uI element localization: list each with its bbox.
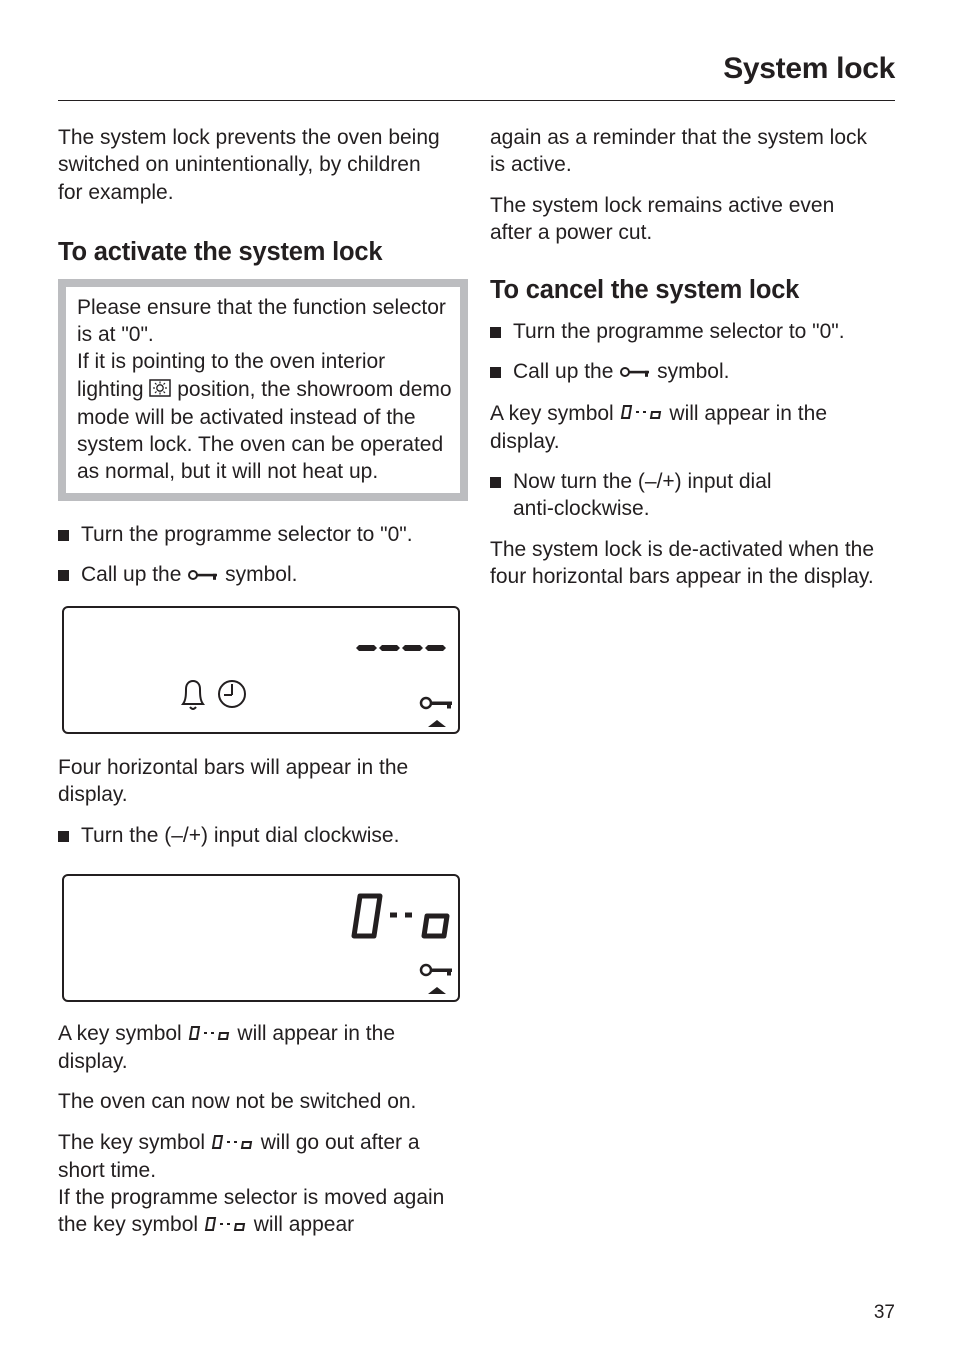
title-divider bbox=[58, 100, 895, 101]
bullet-square-icon bbox=[58, 570, 69, 581]
cannot-switch-text: The oven can now not be switched on. bbox=[58, 1090, 417, 1114]
activate-step-1-text: Turn the programme selector to "0". bbox=[81, 522, 413, 546]
goes-out-text bbox=[58, 1129, 468, 1184]
moved-text bbox=[58, 1184, 468, 1239]
oven-display-bars bbox=[62, 606, 460, 734]
clock-icon bbox=[219, 681, 245, 707]
four-bars-text: Four horizontal bars will appear in the display. bbox=[58, 756, 409, 807]
cancel-key-appear-end: will appear in the display. bbox=[490, 401, 827, 453]
activate-heading: To activate the system lock bbox=[58, 237, 383, 266]
four-bars-icon bbox=[356, 645, 446, 651]
key-icon bbox=[187, 562, 219, 589]
bullet-square-icon bbox=[58, 831, 69, 842]
bell-icon bbox=[183, 681, 203, 709]
key-symbol-0--o-icon bbox=[354, 896, 447, 936]
key-symbol-0--o-icon bbox=[188, 1021, 232, 1048]
note-box bbox=[58, 279, 468, 501]
intro-paragraph: The system lock prevents the oven being switched on unintentionally, by children for example. bbox=[58, 126, 440, 204]
cancel-step-2-start: Call up the bbox=[513, 360, 614, 384]
key-symbol-0--o-icon bbox=[211, 1130, 255, 1157]
activate-step-2-end: symbol. bbox=[225, 563, 298, 587]
reminder-text: again as a reminder that the system lock is active. bbox=[490, 126, 868, 177]
note-line-2 bbox=[77, 348, 455, 485]
key-symbol-0--o-icon bbox=[204, 1212, 248, 1239]
key-icon bbox=[619, 359, 651, 386]
cancel-step-2 bbox=[490, 358, 890, 386]
key-appear-end: will appear in the display. bbox=[58, 1022, 395, 1074]
power-cut-text: The system lock remains active even after a power cut. bbox=[490, 193, 835, 244]
cancel-step-3 bbox=[490, 468, 813, 523]
note-line-2-end: position, the showroom demo mode will be activated instead of the system lock. The oven can be operated as normal, but it will not heat up. bbox=[77, 377, 452, 484]
triangle-up-icon bbox=[428, 987, 446, 994]
activate-step-3 bbox=[58, 822, 468, 849]
cancel-step-1 bbox=[490, 318, 890, 345]
oven-light-icon bbox=[149, 377, 171, 404]
cancel-heading: To cancel the system lock bbox=[490, 276, 800, 305]
key-appear-start: A key symbol bbox=[58, 1022, 182, 1046]
moved-start: If the programme selector is moved again the key symbol bbox=[58, 1186, 445, 1237]
activate-step-2-start: Call up the bbox=[81, 563, 182, 587]
oven-display-lock bbox=[62, 874, 460, 1002]
note-line-1: Please ensure that the function selector is at "0". bbox=[77, 295, 446, 347]
page-number: 37 bbox=[873, 1302, 895, 1323]
cancel-key-appear-start: A key symbol bbox=[490, 401, 614, 425]
note-line-2-start: If it is pointing to the oven interior lighting bbox=[77, 350, 386, 401]
goes-out-start: The key symbol bbox=[58, 1130, 206, 1154]
cancel-step-1-text: Turn the programme selector to "0". bbox=[513, 320, 845, 344]
activate-step-3-text: Turn the (–/+) input dial clockwise. bbox=[81, 823, 400, 847]
bullet-square-icon bbox=[490, 477, 501, 488]
left-column bbox=[58, 124, 468, 1253]
bullet-square-icon bbox=[490, 367, 501, 378]
cancel-key-appear-text bbox=[490, 400, 890, 455]
key-appear-text bbox=[58, 1020, 468, 1075]
bullet-square-icon bbox=[58, 530, 69, 541]
bullet-square-icon bbox=[490, 327, 501, 338]
cancel-step-2-end: symbol. bbox=[657, 360, 730, 384]
goes-out-end: will go out after a short time. bbox=[58, 1130, 420, 1182]
right-column bbox=[490, 124, 890, 603]
activate-step-1 bbox=[58, 521, 468, 548]
moved-end: will appear bbox=[253, 1213, 355, 1237]
key-icon bbox=[421, 965, 452, 976]
key-icon bbox=[421, 698, 452, 709]
triangle-up-icon bbox=[428, 720, 446, 727]
page-title: System lock bbox=[723, 52, 895, 85]
key-symbol-0--o-icon bbox=[620, 400, 664, 427]
deactivated-text: The system lock is de-activated when the four horizontal bars appear in the display. bbox=[490, 537, 875, 588]
activate-step-2 bbox=[58, 561, 468, 589]
cancel-step-3-text: Now turn the (–/+) input dial anti-clockwise. bbox=[513, 469, 772, 521]
